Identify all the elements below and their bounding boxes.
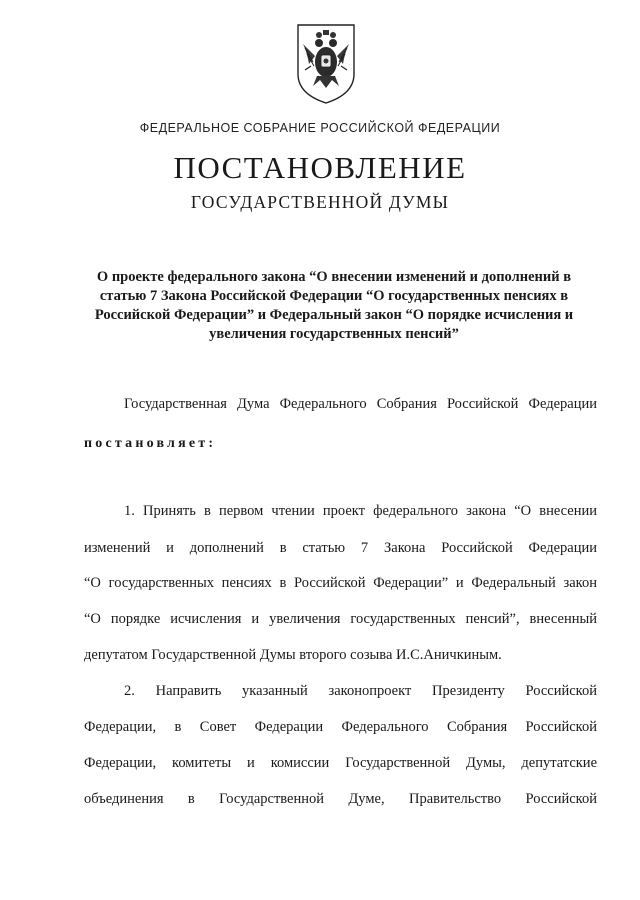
subject-line: увеличения государственных пенсий” bbox=[209, 326, 459, 342]
item-1-line: “О государственных пенсиях в Российской Федерации” и Федеральный закон bbox=[84, 575, 597, 591]
item-2-line: 2. Направить указанный законопроект Президенту Российской bbox=[124, 683, 597, 699]
coat-of-arms-icon bbox=[295, 22, 357, 106]
subject-line: Российской Федерации” и Федеральный закон “О порядке исчисления и bbox=[94, 307, 574, 323]
item-2-line: объединения в Государственной Думе, Правительство Российской bbox=[84, 791, 597, 807]
item-1-line: депутатом Государственной Думы второго созыва И.С.Аничкиным. bbox=[84, 647, 502, 663]
assembly-name: ФЕДЕРАЛЬНОЕ СОБРАНИЕ РОССИЙСКОЙ ФЕДЕРАЦИИ bbox=[139, 121, 501, 135]
item-2-line: Федерации, в Совет Федерации Федерального Собрания Российской bbox=[84, 719, 597, 735]
preamble: Государственная Дума Федерального Собрания Российской Федерации bbox=[124, 396, 597, 412]
document-issuer: ГОСУДАРСТВЕННОЙ ДУМЫ bbox=[190, 192, 450, 212]
item-1-line: изменений и дополнений в статью 7 Закона Российской Федерации bbox=[84, 540, 597, 556]
item-2-line: Федерации, комитеты и комиссии Государственной Думы, депутатские bbox=[84, 755, 597, 771]
subject-line: статью 7 Закона Российской Федерации “О государственных пенсиях в bbox=[99, 288, 569, 304]
document-type: ПОСТАНОВЛЕНИЕ bbox=[173, 150, 467, 185]
item-1-line: 1. Принять в первом чтении проект федерального закона “О внесении bbox=[124, 503, 597, 519]
item-1-line: “О порядке исчисления и увеличения государственных пенсий”, внесенный bbox=[84, 611, 597, 627]
resolves-word: постановляет: bbox=[84, 436, 217, 451]
document-subject bbox=[84, 268, 584, 344]
subject-line: О проекте федерального закона “О внесении изменений и дополнений в bbox=[96, 269, 572, 285]
